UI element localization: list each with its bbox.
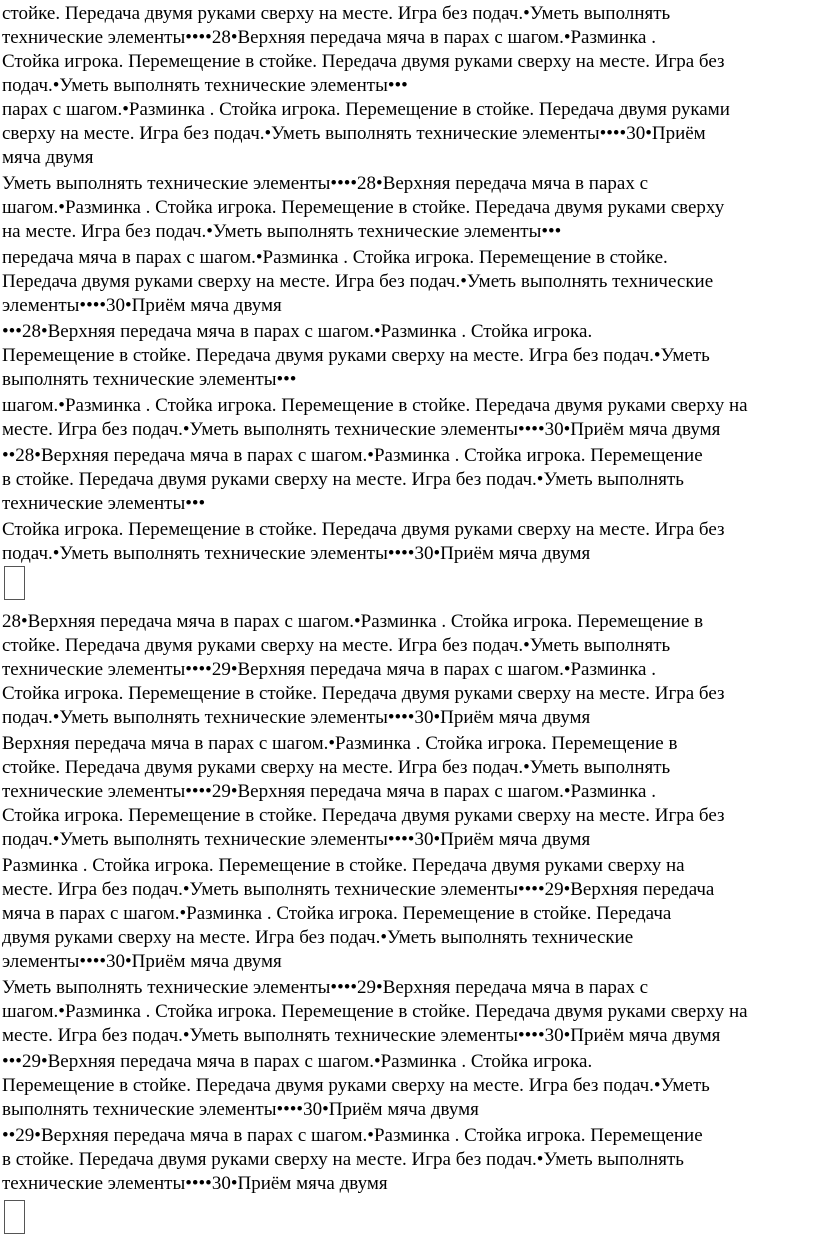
text-line: стойке. Передача двумя руками сверху на месте. Игра без подач.•Уметь выполнять (2, 757, 671, 778)
text-line: Верхняя передача мяча в парах с шагом.•Разминка . Стойка игрока. Перемещение в (2, 733, 678, 754)
empty-frame-box (4, 566, 25, 600)
text-line: ••29•Верхняя передача мяча в парах с шагом.•Разминка . Стойка игрока. Перемещение (2, 1125, 703, 1146)
text-line: технические элементы••• (2, 493, 206, 514)
text-line: Стойка игрока. Перемещение в стойке. Передача двумя руками сверху на месте. Игра без (2, 683, 725, 704)
text-line: парах с шагом.•Разминка . Стойка игрока. Перемещение в стойке. Передача двумя руками (2, 99, 730, 120)
text-line: месте. Игра без подач.•Уметь выполнять технические элементы••••30•Приём мяча двумя (2, 1025, 721, 1046)
text-line: передача мяча в парах с шагом.•Разминка . Стойка игрока. Перемещение в стойке. (2, 247, 668, 268)
text-line: стойке. Передача двумя руками сверху на месте. Игра без подач.•Уметь выполнять (2, 3, 671, 24)
text-line: выполнять технические элементы••••30•Приём мяча двумя (2, 1099, 479, 1120)
text-line: технические элементы••••28•Верхняя передача мяча в парах с шагом.•Разминка . (2, 27, 656, 48)
text-line: месте. Игра без подач.•Уметь выполнять технические элементы••••30•Приём мяча двумя (2, 419, 721, 440)
text-line: на месте. Игра без подач.•Уметь выполнять технические элементы••• (2, 221, 562, 242)
text-line: подач.•Уметь выполнять технические элементы••••30•Приём мяча двумя (2, 543, 591, 564)
text-line: Стойка игрока. Перемещение в стойке. Передача двумя руками сверху на месте. Игра без (2, 805, 725, 826)
text-line: элементы••••30•Приём мяча двумя (2, 295, 282, 316)
text-line: Перемещение в стойке. Передача двумя руками сверху на месте. Игра без подач.•Уметь (2, 1075, 710, 1096)
text-line: подач.•Уметь выполнять технические элементы••••30•Приём мяча двумя (2, 707, 591, 728)
text-line: технические элементы••••29•Верхняя передача мяча в парах с шагом.•Разминка . (2, 781, 656, 802)
text-line: ••28•Верхняя передача мяча в парах с шагом.•Разминка . Стойка игрока. Перемещение (2, 445, 703, 466)
text-line: 28•Верхняя передача мяча в парах с шагом.•Разминка . Стойка игрока. Перемещение в (2, 611, 704, 632)
text-line: подач.•Уметь выполнять технические элементы••••30•Приём мяча двумя (2, 829, 591, 850)
empty-frame-box (4, 1200, 25, 1234)
text-line: двумя руками сверху на месте. Игра без подач.•Уметь выполнять технические (2, 927, 634, 948)
text-line: шагом.•Разминка . Стойка игрока. Перемещение в стойке. Передача двумя руками сверху на (2, 1001, 748, 1022)
text-line: Стойка игрока. Перемещение в стойке. Передача двумя руками сверху на месте. Игра без (2, 51, 725, 72)
text-line: выполнять технические элементы••• (2, 369, 297, 390)
text-line: шагом.•Разминка . Стойка игрока. Перемещение в стойке. Передача двумя руками сверху (2, 197, 725, 218)
text-line: •••29•Верхняя передача мяча в парах с шагом.•Разминка . Стойка игрока. (2, 1051, 593, 1072)
text-line: технические элементы••••29•Верхняя передача мяча в парах с шагом.•Разминка . (2, 659, 656, 680)
text-line: элементы••••30•Приём мяча двумя (2, 951, 282, 972)
text-line: •••28•Верхняя передача мяча в парах с шагом.•Разминка . Стойка игрока. (2, 321, 593, 342)
text-line: Перемещение в стойке. Передача двумя руками сверху на месте. Игра без подач.•Уметь (2, 345, 710, 366)
text-line: мяча в парах с шагом.•Разминка . Стойка игрока. Перемещение в стойке. Передача (2, 903, 672, 924)
text-line: технические элементы••••30•Приём мяча двумя (2, 1173, 388, 1194)
text-line: месте. Игра без подач.•Уметь выполнять технические элементы••••29•Верхняя передача (2, 879, 715, 900)
text-line: Разминка . Стойка игрока. Перемещение в стойке. Передача двумя руками сверху на (2, 855, 685, 876)
text-line: Уметь выполнять технические элементы••••28•Верхняя передача мяча в парах с (2, 173, 648, 194)
text-line: в стойке. Передача двумя руками сверху на месте. Игра без подач.•Уметь выполнять (2, 469, 684, 490)
text-line: Передача двумя руками сверху на месте. Игра без подач.•Уметь выполнять технические (2, 271, 714, 292)
text-line: шагом.•Разминка . Стойка игрока. Перемещение в стойке. Передача двумя руками сверху на (2, 395, 748, 416)
text-line: стойке. Передача двумя руками сверху на месте. Игра без подач.•Уметь выполнять (2, 635, 671, 656)
text-line: сверху на месте. Игра без подач.•Уметь выполнять технические элементы••••30•Приём (2, 123, 706, 144)
text-line: подач.•Уметь выполнять технические элементы••• (2, 75, 408, 96)
text-line: Стойка игрока. Перемещение в стойке. Передача двумя руками сверху на месте. Игра без (2, 519, 725, 540)
text-line: в стойке. Передача двумя руками сверху на месте. Игра без подач.•Уметь выполнять (2, 1149, 684, 1170)
text-line: мяча двумя (2, 147, 94, 168)
text-line: Уметь выполнять технические элементы••••29•Верхняя передача мяча в парах с (2, 977, 648, 998)
